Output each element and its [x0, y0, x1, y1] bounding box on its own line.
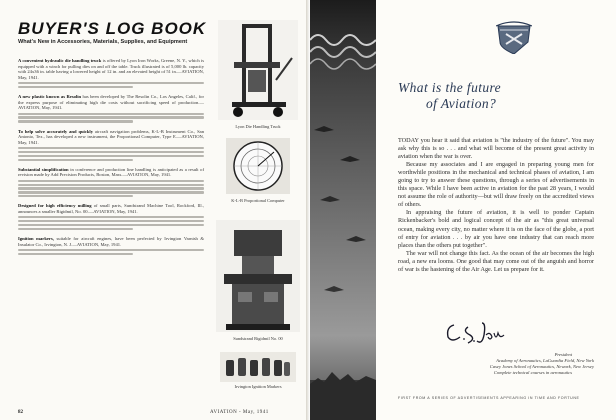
signer-line: Complete technical courses in aeronautics	[493, 370, 572, 375]
news-entry	[18, 203, 204, 230]
page-number: 82	[18, 410, 23, 415]
rigidmil-image	[216, 220, 300, 332]
signer-line: Academy of Aeronautics, LaGuardia Field, New York	[496, 358, 594, 363]
aircraft-photo	[310, 0, 376, 420]
news-entry	[18, 58, 204, 88]
entry-lead: Substantial simplification	[18, 166, 69, 172]
academy-crest-icon	[496, 20, 532, 54]
news-entry	[18, 94, 204, 122]
news-entry	[18, 129, 204, 161]
signer-block	[398, 352, 594, 376]
entry-text: aircraft navigation problems, K-L-B Instrument Co., San Antonio, Tex., has developed a new instrument, the Proportional Computer, Type E.—AVIATION, May, 1941.	[18, 128, 204, 145]
news-entry	[18, 167, 204, 198]
entry-text: suitable for aircraft engines, have been perfected by Irvington Varnish & Insulator Co., Irvington, N. J.—AVIATION, May, 1941.	[18, 236, 205, 247]
ad-paragraph: TODAY you hear it said that aviation is "the industry of the future". You may ask why this is so . . . and what will become of the present great activity in aviation when the war is over.	[398, 137, 594, 161]
ad-headline	[398, 80, 501, 112]
computer-caption: K-L-B Proportional Computer	[231, 198, 285, 203]
magazine-footer: AVIATION - May, 1941	[210, 410, 269, 415]
signature-image	[444, 319, 506, 347]
rigidmil-caption: Sundstrand Rigidmil No. 00	[233, 336, 283, 341]
entry-text: has been developed by The Resolin Co., Los Angeles, Calif., for the express purpose of eliminating high die costs without sacrificing speed of production.—AVIATION, May, 1941.	[18, 94, 205, 111]
signer-line: Casey Jones School of Aeronautics, Newark, New Jersey	[489, 364, 594, 369]
headline-line-1: What is the future	[398, 80, 502, 95]
ad-paragraph: The war will not change this fact. As the ocean of the air becomes the high road, a new era looms. One good that may come out of the anguish and horror of war is the hastening of the Air Age. Let us prepare for it.	[398, 249, 594, 273]
signer-title: President	[554, 352, 572, 357]
entry-lead: A convenient hydraulic die handling truck	[18, 58, 102, 63]
entry-lead: A new plastic known as Resolin	[18, 94, 82, 100]
ad-body	[398, 137, 594, 274]
entry-text: of small parts, Sundstrand Machine Tool, Rockford, Ill., announces a smaller Rigidmil, No. 00.—AVIATION, May, 1941.	[18, 203, 205, 214]
ad-paragraph: Because my associates and I are engaged in preparing young men for worthwhile positions in the mechanical and technical phases of aviation, I am going to try to answer these questions, through a series of advertisements in this space. While I have been active in aviation for the past 28 years, I would not assume the role of authority—but will draw freely on the accredited views of others.	[398, 161, 594, 209]
page-title: BUYER'S LOG BOOK	[18, 19, 207, 38]
headline-line-2: of Aviation?	[426, 96, 497, 111]
news-entry	[18, 236, 204, 255]
entry-text: is offered by Lyon Iron Works, Greene, N. Y., which is equipped with a winch for pulling dies on and off the table. Truck illustrated is of 5,000 lb. capacity with 24x36 in. table having a lowered height of 12 in. and an elevated height of 51 in.—AVIATION, May, 1941.	[18, 58, 204, 80]
entry-lead: Designed for high efficiency milling	[18, 203, 92, 209]
entry-lead: To help solve accurately and quickly	[18, 128, 93, 134]
die-truck-image	[218, 20, 298, 120]
markers-image	[220, 352, 296, 382]
truck-caption: Lyon Die Handling Truck	[235, 124, 281, 129]
markers-caption: Irvington Ignition Markers	[234, 384, 282, 389]
entry-text: in conference and production line handling is anticipated as a result of revision made by Add Precision Products, Boston, Mass.—AVIATION, May, 1941.	[18, 166, 204, 178]
computer-image	[226, 138, 290, 194]
page-subtitle: What's New in Accessories, Materials, Supplies, and Equipment	[18, 39, 188, 45]
left-page	[0, 0, 306, 420]
right-page	[310, 0, 616, 420]
news-column	[18, 58, 204, 261]
entry-lead: Ignition markers,	[18, 236, 54, 242]
series-footer: FIRST FROM A SERIES OF ADVERTISEMENTS APPEARING IN TIME AND FORTUNE	[398, 396, 580, 400]
ad-paragraph: In appraising the future of aviation, it is well to ponder Captain Rickenbacker's bold and logical concept of the air as "this great universal ocean, making every city, no matter where it is on the face of the globe, a port of entry for aviation . . . by air you have one industry that can reach more places than the others put together".	[398, 209, 594, 249]
